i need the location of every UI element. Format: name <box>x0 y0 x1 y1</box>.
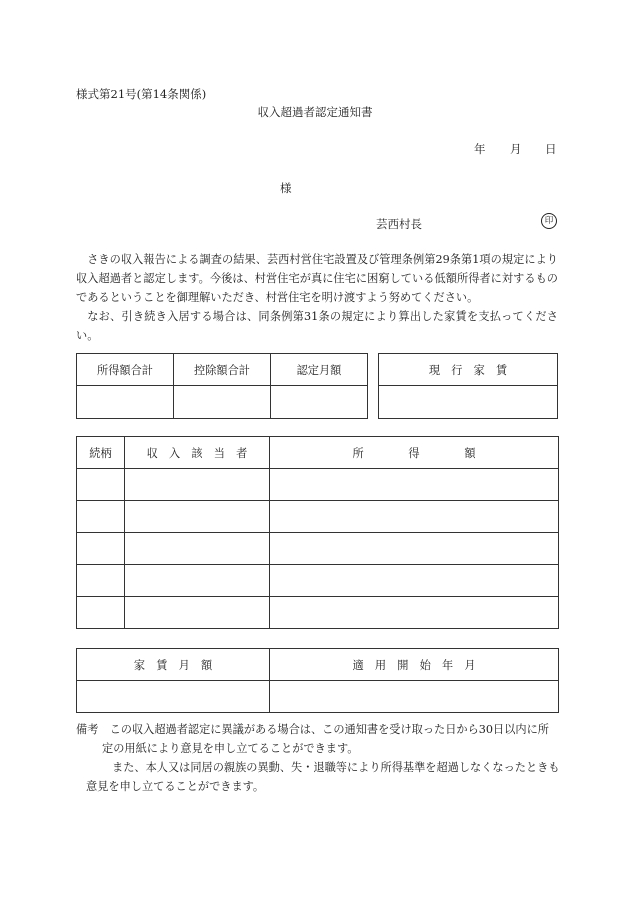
table-row <box>77 533 559 565</box>
income-amount-header: 所 得 額 <box>270 437 559 469</box>
current-rent-header: 現 行 家 賃 <box>379 354 558 386</box>
table-row <box>77 597 559 629</box>
income-total-header: 所得額合計 <box>77 354 174 386</box>
form-number: 様式第21号(第14条関係) <box>76 87 207 101</box>
income-earner-cell[interactable] <box>125 565 270 597</box>
income-amount-cell[interactable] <box>270 469 559 501</box>
income-earner-header: 収 入 該 当 者 <box>125 437 270 469</box>
income-earner-cell[interactable] <box>125 533 270 565</box>
income-summary-table <box>76 353 368 419</box>
rent-start-table <box>76 648 559 713</box>
addressee-suffix: 様 <box>280 181 292 195</box>
date-day-label: 日 <box>545 142 557 156</box>
start-month-header: 適 用 開 始 年 月 <box>270 649 559 681</box>
relationship-cell[interactable] <box>77 501 125 533</box>
relationship-cell[interactable] <box>77 469 125 501</box>
monthly-rent-cell[interactable] <box>77 681 270 713</box>
remarks-label: 備考 <box>76 723 99 736</box>
table-row <box>77 501 559 533</box>
income-amount-cell[interactable] <box>270 597 559 629</box>
date-month-label: 月 <box>510 142 522 156</box>
certified-monthly-header: 認定月額 <box>271 354 368 386</box>
relationship-cell[interactable] <box>77 565 125 597</box>
sender-name: 芸西村長 <box>376 217 422 231</box>
remarks <box>76 720 560 796</box>
date-year-label: 年 <box>474 142 486 156</box>
body-text <box>76 250 558 345</box>
start-month-cell[interactable] <box>270 681 559 713</box>
deduction-total-cell[interactable] <box>174 386 271 419</box>
deduction-total-header: 控除額合計 <box>174 354 271 386</box>
body-paragraph-2: なお、引き続き入居する場合は、同条例第31条の規定により算出した家賃を支払ってください。 <box>76 310 558 342</box>
seal-mark: 印 <box>541 213 557 229</box>
income-earner-cell[interactable] <box>125 469 270 501</box>
remarks-line-1 <box>76 720 560 758</box>
income-amount-cell[interactable] <box>270 501 559 533</box>
income-earner-cell[interactable] <box>125 501 270 533</box>
income-amount-cell[interactable] <box>270 533 559 565</box>
current-rent-cell[interactable] <box>379 386 558 419</box>
table-row <box>77 469 559 501</box>
income-earner-cell[interactable] <box>125 597 270 629</box>
income-amount-cell[interactable] <box>270 565 559 597</box>
current-rent-table <box>378 353 558 419</box>
income-total-cell[interactable] <box>77 386 174 419</box>
relationship-cell[interactable] <box>77 597 125 629</box>
body-paragraph-1: さきの収入報告による調査の結果、芸西村営住宅設置及び管理条例第29条第1項の規定により収入超過者と認定します。今後は、村営住宅が真に住宅に困窮している低額所得者に対するものであるということを御理解いただき、村営住宅を明け渡すよう努めてください。 <box>76 253 558 304</box>
monthly-rent-header: 家 賃 月 額 <box>77 649 270 681</box>
certified-monthly-cell[interactable] <box>271 386 368 419</box>
relationship-header: 続柄 <box>77 437 125 469</box>
income-earner-table <box>76 436 559 629</box>
remarks-line-2: また、本人又は同居の親族の異動、失・退職等により所得基準を超過しなくなったときも意見を申し立てることができます。 <box>86 761 560 793</box>
document-title: 収入超過者認定通知書 <box>257 105 373 119</box>
relationship-cell[interactable] <box>77 533 125 565</box>
table-row <box>77 565 559 597</box>
remarks-text-1: この収入超過者認定に異議がある場合は、この通知書を受け取った日から30日以内に所定の用紙により意見を申し立てることができます。 <box>102 723 549 755</box>
